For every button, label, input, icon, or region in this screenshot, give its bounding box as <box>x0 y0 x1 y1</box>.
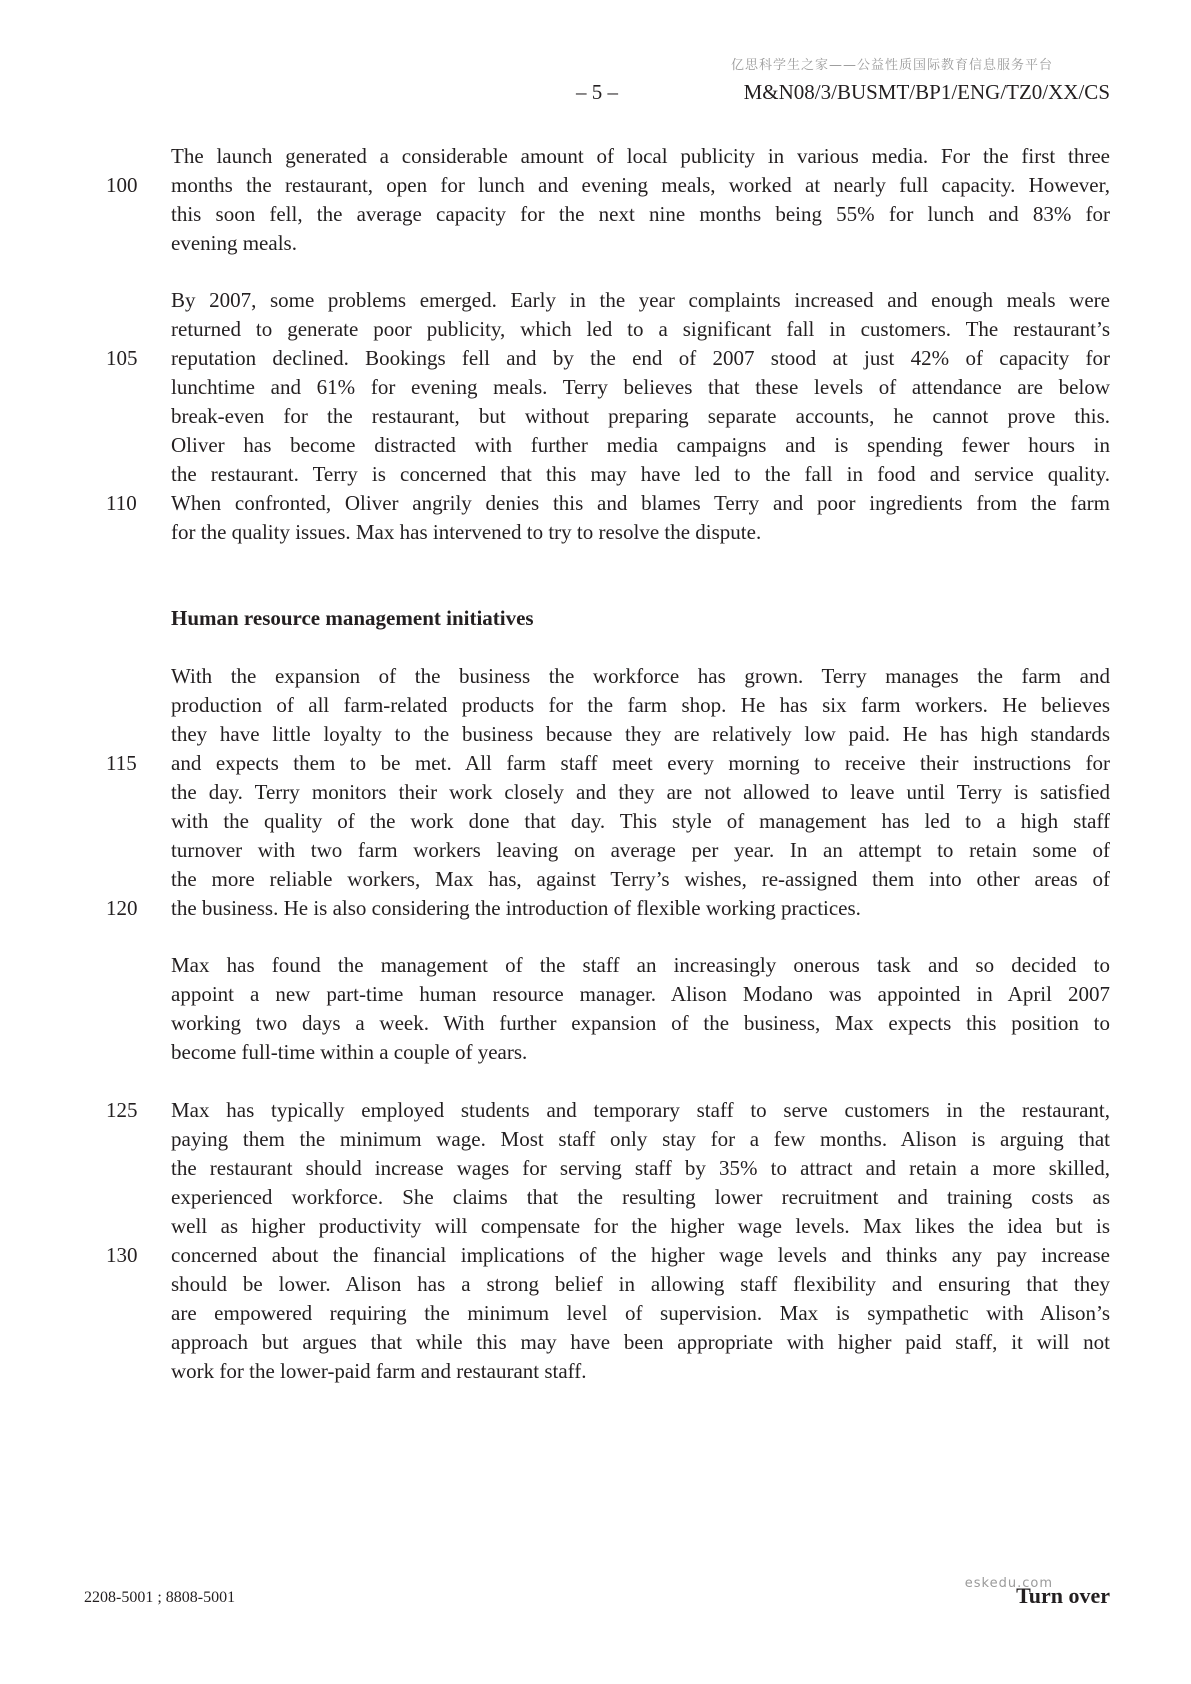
text-line: paying them the minimum wage. Most staff only stay for a few months. Alison is arguing that <box>171 1127 1110 1151</box>
line-number: 100 <box>106 173 138 197</box>
text-line: are empowered requiring the minimum level of supervision. Max is sympathetic with Alison’s <box>171 1301 1110 1325</box>
text-line: Oliver has become distracted with further media campaigns and is spending fewer hours in <box>171 433 1110 457</box>
text-line: should be lower. Alison has a strong belief in allowing staff flexibility and ensuring that they <box>171 1272 1110 1296</box>
paragraph-hr-manager <box>171 951 1110 1067</box>
text-line: Max has found the management of the staff an increasingly onerous task and so decided to <box>171 953 1110 977</box>
text-line: appoint a new part-time human resource manager. Alison Modano was appointed in April 2007 <box>171 982 1110 1006</box>
page-number: – 5 – <box>576 80 618 104</box>
paragraph-launch <box>171 142 1110 258</box>
text-line: the more reliable workers, Max has, against Terry’s wishes, re-assigned them into other areas of <box>171 867 1110 891</box>
line-number: 125 <box>106 1098 138 1122</box>
text-line: evening meals. <box>171 231 297 255</box>
text-line: the restaurant should increase wages for serving staff by 35% to attract and retain a more skilled, <box>171 1156 1110 1180</box>
page-header <box>0 80 1191 110</box>
text-line: With the expansion of the business the workforce has grown. Terry manages the farm and <box>171 664 1110 688</box>
paragraph-problems <box>171 286 1110 547</box>
text-line: work for the lower-paid farm and restaurant staff. <box>171 1359 587 1383</box>
text-line: with the quality of the work done that day. This style of management has led to a high staff <box>171 809 1110 833</box>
text-line: The launch generated a considerable amount of local publicity in various media. For the first three <box>171 144 1110 168</box>
text-line: working two days a week. With further expansion of the business, Max expects this position to <box>171 1011 1110 1035</box>
text-line: reputation declined. Bookings fell and by the end of 2007 stood at just 42% of capacity for <box>171 346 1110 370</box>
text-line: for the quality issues. Max has intervened to try to resolve the dispute. <box>171 520 762 544</box>
document-code: M&N08/3/BUSMT/BP1/ENG/TZ0/XX/CS <box>743 80 1110 104</box>
text-line: approach but argues that while this may have been appropriate with higher paid staff, it will not <box>171 1330 1110 1354</box>
text-line: returned to generate poor publicity, which led to a significant fall in customers. The restaurant’s <box>171 317 1110 341</box>
bottom-watermark: eskedu.com <box>964 1576 1053 1591</box>
text-line: the business. He is also considering the introduction of flexible working practices. <box>171 896 861 920</box>
text-line: the day. Terry monitors their work closely and they are not allowed to leave until Terry is satisfied <box>171 780 1110 804</box>
text-line: well as higher productivity will compensate for the higher wage levels. Max likes the idea but is <box>171 1214 1110 1238</box>
paragraph-wages <box>171 1096 1110 1386</box>
text-line: turnover with two farm workers leaving on average per year. In an attempt to retain some of <box>171 838 1110 862</box>
turn-over-label: Turn over <box>1016 1583 1110 1608</box>
text-line: production of all farm-related products for the farm shop. He has six farm workers. He believes <box>171 693 1110 717</box>
footer-code: 2208-5001 ; 8808-5001 <box>84 1589 236 1606</box>
text-line: become full-time within a couple of years. <box>171 1040 528 1064</box>
text-line: By 2007, some problems emerged. Early in the year complaints increased and enough meals were <box>171 288 1110 312</box>
text-line: months the restaurant, open for lunch and evening meals, worked at nearly full capacity. However, <box>171 173 1110 197</box>
paragraph-workforce <box>171 662 1110 923</box>
text-line: they have little loyalty to the business because they are relatively low paid. He has high standards <box>171 722 1110 746</box>
line-number: 110 <box>106 491 137 515</box>
text-line: and expects them to be met. All farm staff meet every morning to receive their instructions for <box>171 751 1110 775</box>
section-heading: Human resource management initiatives <box>171 606 534 630</box>
text-line: experienced workforce. She claims that the resulting lower recruitment and training costs as <box>171 1185 1110 1209</box>
text-line: concerned about the financial implications of the higher wage levels and thinks any pay increase <box>171 1243 1110 1267</box>
line-number: 105 <box>106 346 138 370</box>
line-number: 120 <box>106 896 138 920</box>
top-watermark: 亿思科学生之家——公益性质国际教育信息服务平台 <box>730 58 1053 73</box>
text-line: Max has typically employed students and temporary staff to serve customers in the restaurant, <box>171 1098 1110 1122</box>
line-number: 130 <box>106 1243 138 1267</box>
text-line: lunchtime and 61% for evening meals. Terry believes that these levels of attendance are below <box>171 375 1110 399</box>
text-line: break-even for the restaurant, but without preparing separate accounts, he cannot prove this. <box>171 404 1110 428</box>
text-line: this soon fell, the average capacity for the next nine months being 55% for lunch and 83% for <box>171 202 1110 226</box>
line-number: 115 <box>106 751 137 775</box>
text-line: When confronted, Oliver angrily denies this and blames Terry and poor ingredients from the farm <box>171 491 1110 515</box>
text-line: the restaurant. Terry is concerned that this may have led to the fall in food and service quality. <box>171 462 1110 486</box>
